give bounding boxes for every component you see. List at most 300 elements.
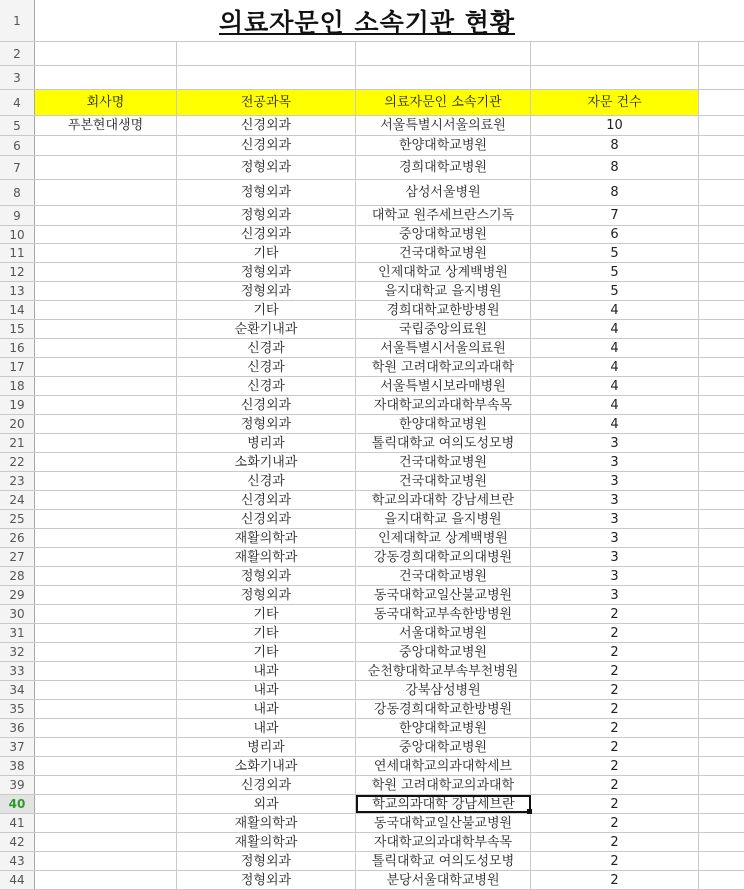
column-e-cell[interactable] [699, 852, 744, 870]
column-d-cell[interactable]: 3 [531, 491, 699, 509]
column-c-cell[interactable]: 한양대학교병원 [356, 136, 531, 155]
column-a-cell[interactable] [35, 586, 177, 604]
column-c-cell[interactable]: 동국대학교일산불교병원 [356, 586, 531, 604]
column-a-cell[interactable] [35, 66, 177, 89]
column-d-cell[interactable]: 3 [531, 567, 699, 585]
column-a-cell[interactable] [35, 339, 177, 357]
column-a-cell[interactable] [35, 434, 177, 452]
column-c-cell[interactable]: 중앙대학교병원 [356, 643, 531, 661]
row-header[interactable]: 30 [0, 605, 35, 623]
row-header[interactable]: 35 [0, 700, 35, 718]
column-b-cell[interactable]: 재활의학과 [177, 529, 356, 547]
column-e-cell[interactable] [699, 757, 744, 775]
sheet-row [0, 700, 744, 719]
column-d-cell[interactable]: 4 [531, 396, 699, 414]
column-b-cell[interactable]: 신경과 [177, 339, 356, 357]
column-d-cell[interactable]: 5 [531, 263, 699, 281]
column-b-cell[interactable]: 소화기내과 [177, 453, 356, 471]
column-e-cell[interactable] [699, 339, 744, 357]
column-c-cell[interactable] [356, 66, 531, 89]
sheet-row [0, 226, 744, 244]
column-c-cell[interactable]: 한양대학교병원 [356, 719, 531, 737]
column-b-cell[interactable]: 신경외과 [177, 116, 356, 135]
sheet-row [0, 510, 744, 529]
column-c-cell[interactable]: 경희대학교한방병원 [356, 301, 531, 319]
column-e-cell[interactable] [699, 156, 744, 179]
column-a-cell[interactable] [35, 681, 177, 699]
sheet-row [0, 567, 744, 586]
row-header[interactable]: 10 [0, 226, 35, 243]
column-e-cell[interactable] [699, 833, 744, 851]
column-e-cell[interactable] [699, 263, 744, 281]
column-c-cell[interactable]: 국립중앙의료원 [356, 320, 531, 338]
column-e-cell[interactable] [699, 681, 744, 699]
column-a-cell[interactable] [35, 548, 177, 566]
column-b-cell[interactable] [177, 42, 356, 65]
header-column-b[interactable]: 전공과목 [177, 90, 356, 115]
column-e-cell[interactable] [699, 116, 744, 135]
sheet-row [0, 358, 744, 377]
column-c-cell[interactable]: 학원 고려대학교의과대학 [356, 776, 531, 794]
column-c-cell[interactable]: 순천향대학교부속부천병원 [356, 662, 531, 680]
column-d-cell[interactable]: 3 [531, 529, 699, 547]
row-header[interactable]: 6 [0, 136, 35, 155]
column-b-cell[interactable]: 신경과 [177, 358, 356, 376]
row-header[interactable]: 12 [0, 263, 35, 281]
column-b-cell[interactable]: 병리과 [177, 738, 356, 756]
column-a-cell[interactable] [35, 226, 177, 243]
column-e-cell[interactable] [699, 662, 744, 680]
column-e-cell[interactable] [699, 605, 744, 623]
column-e-cell[interactable] [699, 548, 744, 566]
row-header[interactable]: 27 [0, 548, 35, 566]
column-a-cell[interactable] [35, 605, 177, 623]
row-header[interactable]: 34 [0, 681, 35, 699]
column-c-cell[interactable]: 을지대학교 을지병원 [356, 282, 531, 300]
column-c-cell[interactable]: 동국대학교부속한방병원 [356, 605, 531, 623]
row-header[interactable]: 39 [0, 776, 35, 794]
sheet-row [0, 415, 744, 434]
column-c-cell[interactable]: 을지대학교 을지병원 [356, 510, 531, 528]
row-header[interactable]: 26 [0, 529, 35, 547]
column-d-cell[interactable]: 10 [531, 116, 699, 135]
sheet-row [0, 90, 744, 116]
column-c-cell[interactable]: 강동경희대학교의대병원 [356, 548, 531, 566]
column-c-cell[interactable]: 동국대학교일산불교병원 [356, 814, 531, 832]
row-header[interactable]: 40 [0, 795, 35, 813]
column-d-cell[interactable]: 5 [531, 282, 699, 300]
sheet-row [0, 301, 744, 320]
column-a-cell[interactable]: 푸본현대생명 [35, 116, 177, 135]
sheet-row [0, 681, 744, 700]
column-b-cell[interactable]: 신경외과 [177, 776, 356, 794]
column-e-cell[interactable] [699, 244, 744, 262]
column-b-cell[interactable]: 정형외과 [177, 852, 356, 870]
column-a-cell[interactable] [35, 662, 177, 680]
column-e-cell[interactable] [699, 529, 744, 547]
column-d-cell[interactable]: 5 [531, 244, 699, 262]
row-header[interactable]: 9 [0, 206, 35, 225]
column-b-cell[interactable]: 내과 [177, 719, 356, 737]
column-a-cell[interactable] [35, 377, 177, 395]
row-header[interactable]: 18 [0, 377, 35, 395]
column-e-cell[interactable] [699, 643, 744, 661]
column-c-cell[interactable]: 경희대학교병원 [356, 156, 531, 179]
column-b-cell[interactable]: 신경외과 [177, 396, 356, 414]
column-d-cell[interactable]: 2 [531, 700, 699, 718]
sheet-row [0, 586, 744, 605]
column-d-cell[interactable]: 2 [531, 852, 699, 870]
sheet-row [0, 624, 744, 643]
column-e-cell[interactable] [699, 136, 744, 155]
column-a-cell[interactable] [35, 852, 177, 870]
column-b-cell[interactable]: 외과 [177, 795, 356, 813]
sheet-row [0, 282, 744, 301]
row-header[interactable]: 25 [0, 510, 35, 528]
column-b-cell[interactable]: 기타 [177, 624, 356, 642]
column-d-cell[interactable] [531, 66, 699, 89]
column-c-cell[interactable]: 학교의과대학 강남세브란 [356, 491, 531, 509]
column-a-cell[interactable] [35, 871, 177, 889]
column-d-cell[interactable]: 2 [531, 757, 699, 775]
column-a-cell[interactable] [35, 180, 177, 205]
column-c-cell[interactable]: 건국대학교병원 [356, 472, 531, 490]
column-a-cell[interactable] [35, 738, 177, 756]
row-header[interactable]: 14 [0, 301, 35, 319]
column-a-cell[interactable] [35, 156, 177, 179]
column-e-cell[interactable] [699, 795, 744, 813]
column-a-cell[interactable] [35, 833, 177, 851]
column-d-cell[interactable]: 2 [531, 776, 699, 794]
column-c-cell[interactable]: 연세대학교의과대학세브 [356, 757, 531, 775]
column-b-cell[interactable]: 정형외과 [177, 282, 356, 300]
column-a-cell[interactable] [35, 472, 177, 490]
column-e-cell[interactable] [699, 434, 744, 452]
column-d-cell[interactable]: 7 [531, 206, 699, 225]
column-e-cell[interactable] [699, 415, 744, 433]
sheet-row [0, 852, 744, 871]
row-header[interactable]: 36 [0, 719, 35, 737]
column-d-cell[interactable]: 2 [531, 814, 699, 832]
sheet-row [0, 643, 744, 662]
column-d-cell[interactable]: 4 [531, 377, 699, 395]
column-c-cell[interactable]: 건국대학교병원 [356, 453, 531, 471]
row-header[interactable]: 28 [0, 567, 35, 585]
column-e-cell[interactable] [699, 472, 744, 490]
column-c-cell[interactable]: 서울대학교병원 [356, 624, 531, 642]
sheet-row [0, 0, 744, 42]
row-header[interactable]: 19 [0, 396, 35, 414]
column-d-cell[interactable]: 3 [531, 548, 699, 566]
column-d-cell[interactable]: 2 [531, 662, 699, 680]
column-a-cell[interactable] [35, 396, 177, 414]
column-e-cell[interactable] [699, 377, 744, 395]
column-e-cell[interactable] [699, 491, 744, 509]
column-b-cell[interactable]: 내과 [177, 700, 356, 718]
column-c-cell[interactable]: 톨릭대학교 여의도성모병 [356, 852, 531, 870]
row-header[interactable]: 20 [0, 415, 35, 433]
column-b-cell[interactable]: 기타 [177, 301, 356, 319]
column-d-cell[interactable]: 4 [531, 339, 699, 357]
column-c-cell[interactable]: 중앙대학교병원 [356, 226, 531, 243]
column-b-cell[interactable]: 신경외과 [177, 226, 356, 243]
column-e-cell[interactable] [699, 358, 744, 376]
column-c-cell[interactable]: 인제대학교 상계백병원 [356, 263, 531, 281]
column-e-cell[interactable] [699, 282, 744, 300]
column-e-cell[interactable] [699, 226, 744, 243]
sheet-row [0, 320, 744, 339]
column-d-cell[interactable]: 6 [531, 226, 699, 243]
row-header[interactable]: 3 [0, 66, 35, 89]
column-a-cell[interactable] [35, 510, 177, 528]
row-header[interactable]: 29 [0, 586, 35, 604]
sheet-row [0, 66, 744, 90]
column-a-cell[interactable] [35, 776, 177, 794]
sheet-row [0, 871, 744, 890]
column-d-cell[interactable]: 4 [531, 415, 699, 433]
sheet-row [0, 814, 744, 833]
column-b-cell[interactable]: 정형외과 [177, 871, 356, 889]
row-header[interactable]: 7 [0, 156, 35, 179]
column-e-cell[interactable] [699, 700, 744, 718]
column-e-cell[interactable] [699, 453, 744, 471]
column-b-cell[interactable]: 정형외과 [177, 156, 356, 179]
column-b-cell[interactable]: 내과 [177, 681, 356, 699]
column-b-cell[interactable]: 기타 [177, 643, 356, 661]
column-a-cell[interactable] [35, 814, 177, 832]
column-a-cell[interactable] [35, 757, 177, 775]
column-c-cell[interactable]: 서울특별시서울의료원 [356, 339, 531, 357]
sheet-row [0, 776, 744, 795]
column-b-cell[interactable]: 신경외과 [177, 510, 356, 528]
column-c-cell[interactable]: 분당서울대학교병원 [356, 871, 531, 889]
column-b-cell[interactable]: 재활의학과 [177, 814, 356, 832]
sheet-row [0, 738, 744, 757]
column-d-cell[interactable]: 8 [531, 136, 699, 155]
sheet-row [0, 529, 744, 548]
column-c-cell[interactable]: 자대학교의과대학부속목 [356, 833, 531, 851]
column-b-cell[interactable]: 정형외과 [177, 586, 356, 604]
column-d-cell[interactable]: 3 [531, 434, 699, 452]
column-b-cell[interactable]: 재활의학과 [177, 833, 356, 851]
column-d-cell[interactable]: 2 [531, 605, 699, 623]
column-b-cell[interactable]: 신경과 [177, 472, 356, 490]
column-a-cell[interactable] [35, 301, 177, 319]
column-d-cell[interactable]: 3 [531, 586, 699, 604]
column-a-cell[interactable] [35, 206, 177, 225]
cell-empty[interactable] [699, 0, 744, 41]
column-c-cell[interactable]: 건국대학교병원 [356, 244, 531, 262]
sheet-row [0, 339, 744, 358]
column-d-cell[interactable]: 2 [531, 719, 699, 737]
header-column-d[interactable]: 자문 건수 [531, 90, 699, 115]
row-header[interactable]: 2 [0, 42, 35, 65]
column-a-cell[interactable] [35, 491, 177, 509]
sheet-row [0, 244, 744, 263]
column-c-cell[interactable]: 건국대학교병원 [356, 567, 531, 585]
column-e-cell[interactable] [699, 180, 744, 205]
column-a-cell[interactable] [35, 719, 177, 737]
sheet-row [0, 662, 744, 681]
column-a-cell[interactable] [35, 263, 177, 281]
column-d-cell[interactable]: 2 [531, 738, 699, 756]
selected-cell[interactable]: 학교의과대학 강남세브란 [356, 795, 531, 813]
column-d-cell[interactable]: 8 [531, 180, 699, 205]
sheet-row [0, 453, 744, 472]
column-c-cell[interactable] [356, 42, 531, 65]
column-e-cell[interactable] [699, 396, 744, 414]
sheet-row [0, 377, 744, 396]
sheet-row [0, 472, 744, 491]
column-d-cell[interactable]: 4 [531, 301, 699, 319]
column-a-cell[interactable] [35, 795, 177, 813]
column-a-cell[interactable] [35, 643, 177, 661]
sheet-row [0, 136, 744, 156]
row-header[interactable]: 8 [0, 180, 35, 205]
column-d-cell[interactable]: 8 [531, 156, 699, 179]
column-e-cell[interactable] [699, 719, 744, 737]
column-c-cell[interactable]: 강동경희대학교한방병원 [356, 700, 531, 718]
column-e-cell[interactable] [699, 814, 744, 832]
column-a-cell[interactable] [35, 453, 177, 471]
column-e-cell[interactable] [699, 66, 744, 89]
row-header[interactable]: 41 [0, 814, 35, 832]
row-header[interactable]: 16 [0, 339, 35, 357]
column-d-cell[interactable]: 4 [531, 320, 699, 338]
row-header[interactable]: 4 [0, 90, 35, 115]
column-e-cell[interactable] [699, 42, 744, 65]
column-e-cell[interactable] [699, 624, 744, 642]
column-e-cell[interactable] [699, 90, 744, 115]
column-a-cell[interactable] [35, 358, 177, 376]
column-b-cell[interactable]: 신경외과 [177, 491, 356, 509]
header-column-c[interactable]: 의료자문인 소속기관 [356, 90, 531, 115]
column-c-cell[interactable]: 자대학교의과대학부속목 [356, 396, 531, 414]
column-b-cell[interactable]: 정형외과 [177, 180, 356, 205]
column-e-cell[interactable] [699, 206, 744, 225]
column-b-cell[interactable] [177, 66, 356, 89]
sheet-row [0, 116, 744, 136]
row-header[interactable]: 23 [0, 472, 35, 490]
column-e-cell[interactable] [699, 738, 744, 756]
sheet-row [0, 42, 744, 66]
row-header[interactable]: 42 [0, 833, 35, 851]
column-b-cell[interactable]: 소화기내과 [177, 757, 356, 775]
sheet-row [0, 757, 744, 776]
row-header[interactable]: 1 [0, 0, 35, 41]
column-c-cell[interactable]: 대학교 원주세브란스기독 [356, 206, 531, 225]
sheet-row [0, 719, 744, 738]
sheet-row [0, 795, 744, 814]
column-a-cell[interactable] [35, 567, 177, 585]
header-column-a[interactable]: 회사명 [35, 90, 177, 115]
column-b-cell[interactable]: 신경과 [177, 377, 356, 395]
column-d-cell[interactable]: 3 [531, 510, 699, 528]
column-c-cell[interactable]: 톨릭대학교 여의도성모병 [356, 434, 531, 452]
column-a-cell[interactable] [35, 42, 177, 65]
row-header[interactable]: 5 [0, 116, 35, 135]
column-d-cell[interactable]: 3 [531, 453, 699, 471]
column-e-cell[interactable] [699, 510, 744, 528]
column-a-cell[interactable] [35, 624, 177, 642]
column-d-cell[interactable] [531, 42, 699, 65]
column-e-cell[interactable] [699, 567, 744, 585]
column-a-cell[interactable] [35, 244, 177, 262]
column-d-cell[interactable]: 4 [531, 358, 699, 376]
column-a-cell[interactable] [35, 529, 177, 547]
column-b-cell[interactable]: 신경외과 [177, 136, 356, 155]
column-a-cell[interactable] [35, 700, 177, 718]
sheet-title: 의료자문인 소속기관 현황 [218, 7, 516, 37]
column-b-cell[interactable]: 기타 [177, 244, 356, 262]
column-e-cell[interactable] [699, 301, 744, 319]
column-a-cell[interactable] [35, 136, 177, 155]
column-b-cell[interactable]: 병리과 [177, 434, 356, 452]
column-d-cell[interactable]: 3 [531, 472, 699, 490]
column-d-cell[interactable]: 2 [531, 871, 699, 889]
column-d-cell[interactable]: 2 [531, 795, 699, 813]
row-header[interactable]: 13 [0, 282, 35, 300]
row-header[interactable]: 44 [0, 871, 35, 889]
row-header[interactable]: 31 [0, 624, 35, 642]
sheet-row [0, 263, 744, 282]
sheet-row [0, 491, 744, 510]
column-c-cell[interactable]: 학원 고려대학교의과대학 [356, 358, 531, 376]
column-a-cell[interactable] [35, 282, 177, 300]
row-header[interactable]: 37 [0, 738, 35, 756]
row-header[interactable]: 17 [0, 358, 35, 376]
column-b-cell[interactable]: 정형외과 [177, 567, 356, 585]
column-c-cell[interactable]: 서울특별시서울의료원 [356, 116, 531, 135]
sheet-row [0, 605, 744, 624]
column-c-cell[interactable]: 한양대학교병원 [356, 415, 531, 433]
sheet-row [0, 156, 744, 180]
column-c-cell[interactable]: 삼성서울병원 [356, 180, 531, 205]
row-header[interactable]: 32 [0, 643, 35, 661]
column-b-cell[interactable]: 재활의학과 [177, 548, 356, 566]
row-header[interactable]: 21 [0, 434, 35, 452]
column-e-cell[interactable] [699, 320, 744, 338]
row-header[interactable]: 33 [0, 662, 35, 680]
column-d-cell[interactable]: 2 [531, 681, 699, 699]
column-e-cell[interactable] [699, 871, 744, 889]
column-b-cell[interactable]: 순환기내과 [177, 320, 356, 338]
column-d-cell[interactable]: 2 [531, 643, 699, 661]
column-d-cell[interactable]: 2 [531, 624, 699, 642]
sheet-row [0, 833, 744, 852]
column-e-cell[interactable] [699, 586, 744, 604]
column-c-cell[interactable]: 강북삼성병원 [356, 681, 531, 699]
column-b-cell[interactable]: 내과 [177, 662, 356, 680]
column-d-cell[interactable]: 2 [531, 833, 699, 851]
column-c-cell[interactable]: 중앙대학교병원 [356, 738, 531, 756]
column-a-cell[interactable] [35, 415, 177, 433]
column-b-cell[interactable]: 정형외과 [177, 415, 356, 433]
column-b-cell[interactable]: 정형외과 [177, 263, 356, 281]
column-b-cell[interactable]: 기타 [177, 605, 356, 623]
column-a-cell[interactable] [35, 320, 177, 338]
column-e-cell[interactable] [699, 776, 744, 794]
column-c-cell[interactable]: 인제대학교 상계백병원 [356, 529, 531, 547]
row-header[interactable]: 11 [0, 244, 35, 262]
column-b-cell[interactable]: 정형외과 [177, 206, 356, 225]
row-header[interactable]: 22 [0, 453, 35, 471]
row-header[interactable]: 15 [0, 320, 35, 338]
column-c-cell[interactable]: 서울특별시보라매병원 [356, 377, 531, 395]
row-header[interactable]: 38 [0, 757, 35, 775]
row-header[interactable]: 43 [0, 852, 35, 870]
row-header[interactable]: 24 [0, 491, 35, 509]
